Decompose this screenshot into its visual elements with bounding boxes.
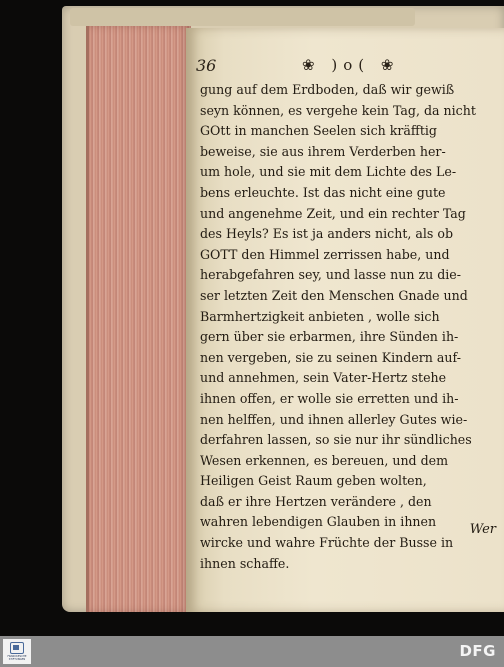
page-edges — [86, 26, 191, 612]
text-line: ihnen schaffe. — [200, 555, 290, 571]
text-line: derfahren lassen, so sie nur ihr sündliches — [200, 432, 472, 448]
text-line: wahren lebendigen Glauben in ihnen — [200, 514, 437, 530]
cover-top-edge — [70, 8, 415, 26]
logo-mark-icon — [10, 642, 24, 654]
text-line: ihnen offen, er wolle sie erretten und ih- — [200, 390, 459, 406]
text-line: gung auf dem Erdboden, daß wir gewiß — [200, 82, 455, 97]
text-line: GOtt in manchen Seelen sich kräfftig — [200, 123, 437, 139]
text-line: und angenehme Zeit, und ein rechter Tag — [200, 205, 466, 221]
dfg-logo[interactable]: DFG — [459, 642, 496, 660]
logo-text: FRANCKESCHE STIFTUNGEN — [7, 655, 27, 661]
page-text — [200, 80, 502, 574]
header-ornament: ❀ )o( ❀ — [302, 56, 400, 74]
text-line: Barmhertzigkeit anbieten , wolle sich — [200, 308, 440, 324]
text-line: herabgefahren sey, und lasse nun zu die- — [200, 267, 461, 283]
text-line: nen helffen, und ihnen allerley Gutes wie- — [200, 411, 468, 427]
institution-logo[interactable] — [3, 639, 31, 664]
text-line: bens erleuchte. Ist das nicht eine gute — [200, 184, 446, 200]
text-line: Wesen erkennen, es bereuen, und dem — [200, 452, 449, 468]
text-line: des Heyls? Es ist ja anders nicht, als ob — [200, 226, 454, 242]
text-line: ser letzten Zeit den Menschen Gnade und — [200, 287, 468, 303]
text-line: und annehmen, sein Vater-Hertz stehe — [200, 370, 447, 386]
text-line: um hole, und sie mit dem Lichte des Le- — [200, 164, 457, 180]
text-line: beweise, sie aus ihrem Verderben her- — [200, 143, 446, 159]
viewer-footer — [0, 636, 504, 667]
page-number: 36 — [196, 56, 217, 75]
catchword: Wer — [469, 522, 496, 537]
text-line: seyn können, es vergehe kein Tag, da nicht — [200, 102, 476, 118]
text-line: gern über sie erbarmen, ihre Sünden ih- — [200, 329, 459, 345]
text-line: Heiligen Geist Raum geben wolten, — [200, 473, 427, 489]
text-line: wircke und wahre Früchte der Busse in — [200, 535, 454, 551]
text-line: nen vergeben, sie zu seinen Kindern auf- — [200, 349, 462, 365]
text-line: GOTT den Himmel zerrissen habe, und — [200, 246, 450, 262]
book-page — [186, 28, 504, 612]
text-line: daß er ihre Hertzen verändere , den — [200, 493, 432, 509]
